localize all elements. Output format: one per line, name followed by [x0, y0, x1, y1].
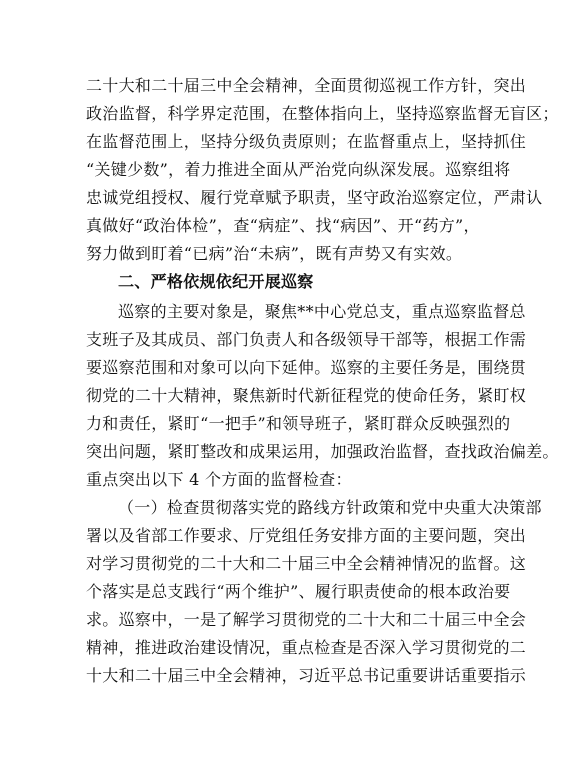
paragraph-line: 对学习贯彻党的二十大和二十届三中全会精神情况的监督。这 — [86, 554, 527, 573]
paragraph-line: 忠诚党组授权、履行党章赋予职责，坚守政治巡察定位，严肃认 — [86, 188, 543, 207]
paragraph-line: 政治监督，科学界定范围，在整体指向上，坚持巡察监督无盲区； — [86, 104, 559, 123]
paragraph-line: 精神，推进政治建设情况，重点检查是否深入学习贯彻党的二 — [86, 638, 527, 657]
paragraph-line: 巡察的主要对象是，聚焦**中心党总支，重点巡察监督总 — [118, 302, 526, 321]
paragraph-line: 真做好“政治体检”，查“病症”、找“病因”、开“药方”， — [86, 216, 480, 235]
paragraph-line: 努力做到盯着“已病”治“未病”，既有声势又有实效。 — [86, 244, 463, 263]
subsection-line: （一）检查贯彻落实党的路线方针政策和党中央重大决策部 — [118, 498, 542, 517]
section-heading: 二、严格依规依纪开展巡察 — [118, 272, 314, 291]
paragraph-line: 重点突出以下 4 个方面的监督检查： — [86, 470, 352, 489]
paragraph-line: 突出问题，紧盯整改和成果运用，加强政治监督，查找政治偏差。 — [86, 442, 559, 461]
paragraph-line: 在监督范围上，坚持分级负责原则；在监督重点上，坚持抓住 — [86, 132, 527, 151]
paragraph-line: 十大和二十届三中全会精神，习近平总书记重要讲话重要指示 — [86, 666, 527, 685]
paragraph-line: 二十大和二十届三中全会精神，全面贯彻巡视工作方针，突出 — [86, 76, 527, 95]
paragraph-line: 求。巡察中，一是了解学习贯彻党的二十大和二十届三中全会 — [86, 610, 527, 629]
paragraph-line: 署以及省部工作要求、厅党组任务安排方面的主要问题，突出 — [86, 526, 527, 545]
paragraph-line: “关键少数”，着力推进全面从严治党向纵深发展。巡察组将 — [86, 160, 511, 179]
paragraph-line: 力和责任，紧盯“一把手”和领导班子，紧盯群众反映强烈的 — [86, 414, 511, 433]
paragraph-line: 个落实是总支践行“两个维护”、履行职责使命的根本政治要 — [86, 582, 511, 601]
paragraph-line: 彻党的二十大精神，聚焦新时代新征程党的使命任务，紧盯权 — [86, 386, 527, 405]
paragraph-line: 支班子及其成员、部门负责人和各级领导干部等，根据工作需 — [86, 330, 527, 349]
paragraph-line: 要巡察范围和对象可以向下延伸。巡察的主要任务是，围绕贯 — [86, 358, 527, 377]
